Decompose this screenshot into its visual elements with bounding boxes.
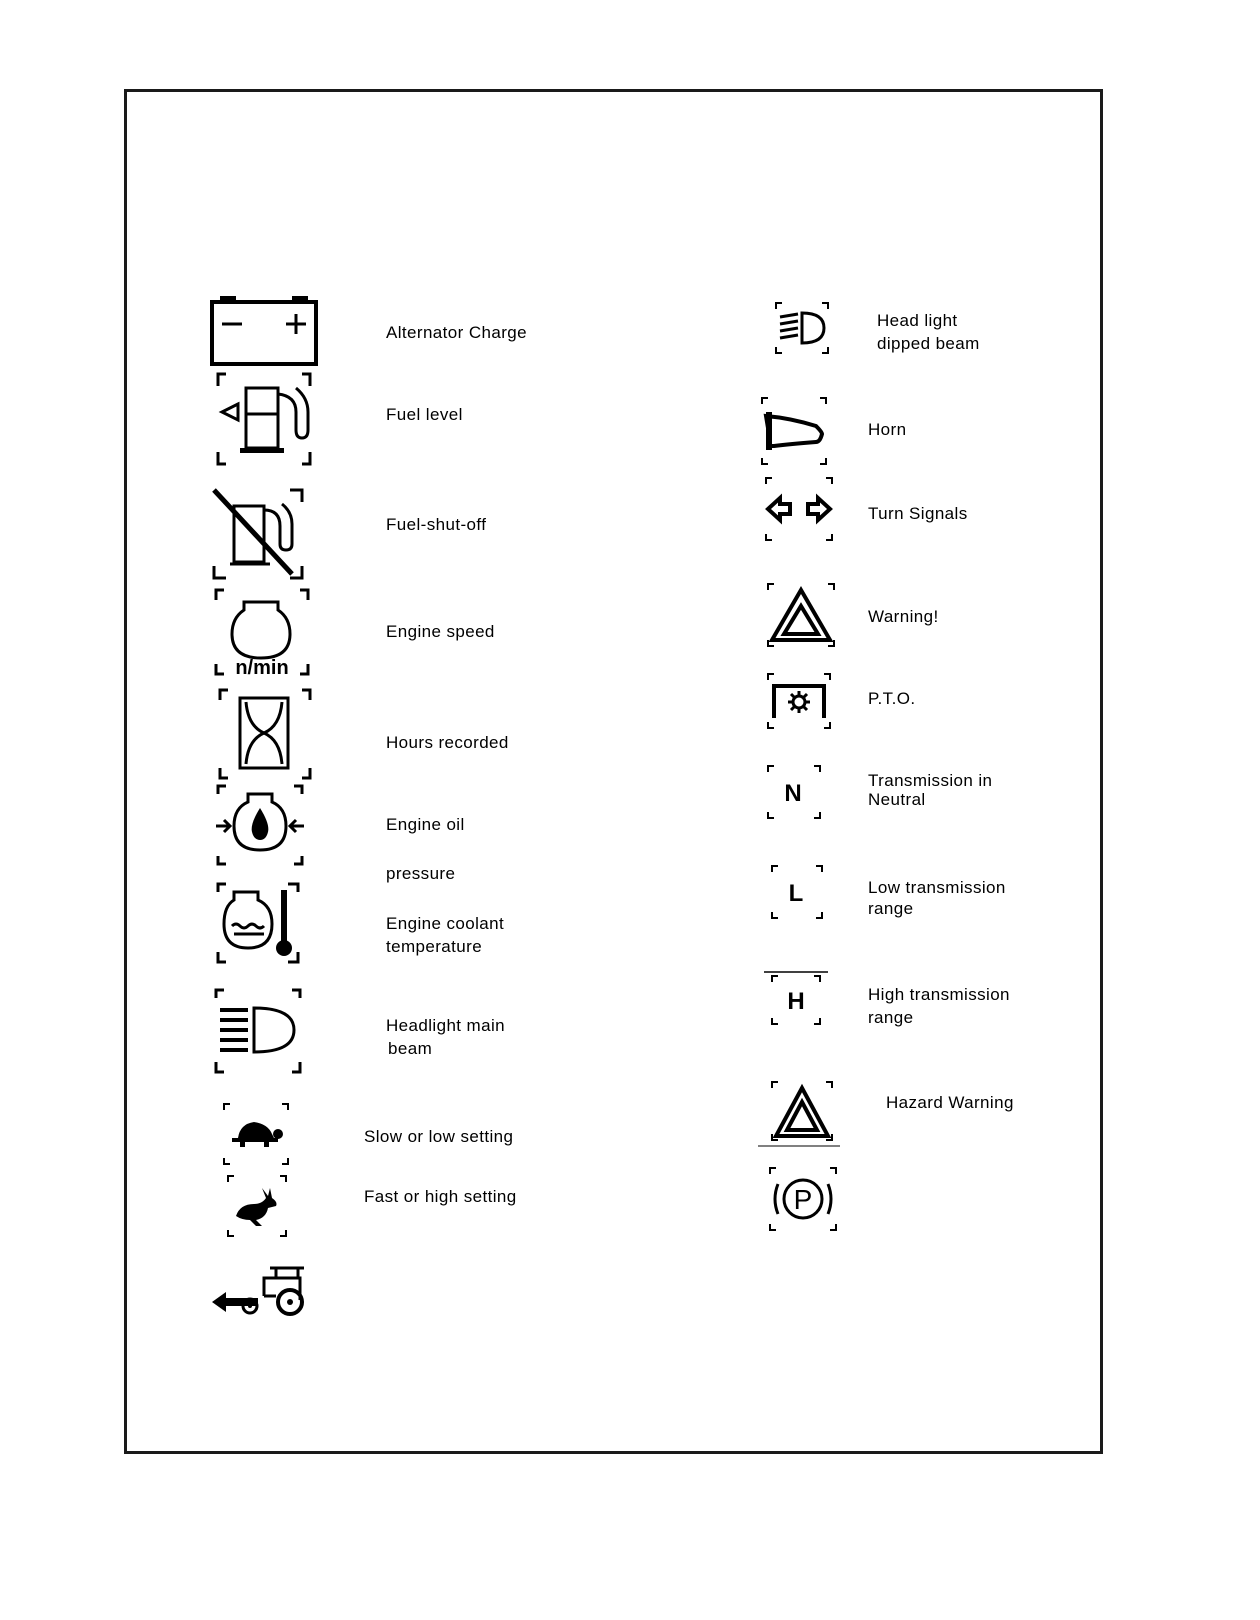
- label-engine-oil: Engine oil: [386, 815, 465, 834]
- parking-letter: P: [793, 1184, 813, 1215]
- low-range-letter: L: [788, 880, 804, 907]
- parking-brake-icon: [768, 1166, 838, 1232]
- label-fuel-level: Fuel level: [386, 405, 463, 424]
- low-range-icon: [770, 864, 824, 920]
- label-horn: Horn: [868, 420, 907, 439]
- neutral-letter: N: [784, 780, 802, 807]
- high-range-letter: H: [787, 988, 805, 1015]
- label-headlight-main-beam: Headlight main beam: [386, 1016, 505, 1058]
- label-coolant: pressure Engine coolant temperature: [386, 864, 505, 956]
- label-turn-signals: Turn Signals: [868, 504, 968, 523]
- label-dipped-beam: Head light dipped beam: [877, 311, 980, 353]
- coolant-temperature-icon: [216, 882, 302, 964]
- fuel-shut-off-icon: [212, 488, 304, 580]
- pto-icon: [766, 672, 832, 730]
- dipped-beam-icon: [774, 301, 830, 355]
- turtle-icon: [222, 1102, 290, 1166]
- horn-icon: [760, 396, 828, 466]
- label-hours-recorded: Hours recorded: [386, 733, 509, 752]
- hourglass-icon: [218, 688, 312, 780]
- label-fast-setting: Fast or high setting: [364, 1187, 517, 1206]
- turn-signals-icon: [764, 474, 836, 544]
- fuel-pump-icon: [216, 372, 312, 466]
- label-alternator-charge: Alternator Charge: [386, 323, 527, 342]
- warning-triangle-icon: [766, 582, 836, 648]
- label-fuel-shut-off: Fuel-shut-off: [386, 515, 487, 534]
- label-low-range: Low transmission range: [868, 878, 1006, 918]
- label-engine-speed: Engine speed: [386, 622, 495, 641]
- engine-speed-icon: [214, 588, 310, 679]
- engine-speed-unit: n/min: [235, 657, 289, 679]
- high-range-icon: [764, 970, 828, 1026]
- hazard-warning-icon: [758, 1080, 840, 1148]
- engine-oil-icon: [214, 784, 306, 866]
- label-warning: Warning!: [868, 607, 939, 626]
- label-neutral: Transmission in Neutral: [868, 771, 993, 809]
- battery-icon: [210, 296, 320, 368]
- label-slow-setting: Slow or low setting: [364, 1127, 514, 1146]
- label-high-range: High transmission range: [868, 985, 1010, 1027]
- label-pto: P.T.O.: [868, 689, 916, 708]
- tractor-reverse-icon: [210, 1262, 310, 1318]
- neutral-icon: [766, 764, 822, 820]
- rabbit-icon: [226, 1174, 288, 1238]
- label-hazard-warning: Hazard Warning: [886, 1093, 1014, 1112]
- headlight-main-beam-icon: [214, 988, 304, 1074]
